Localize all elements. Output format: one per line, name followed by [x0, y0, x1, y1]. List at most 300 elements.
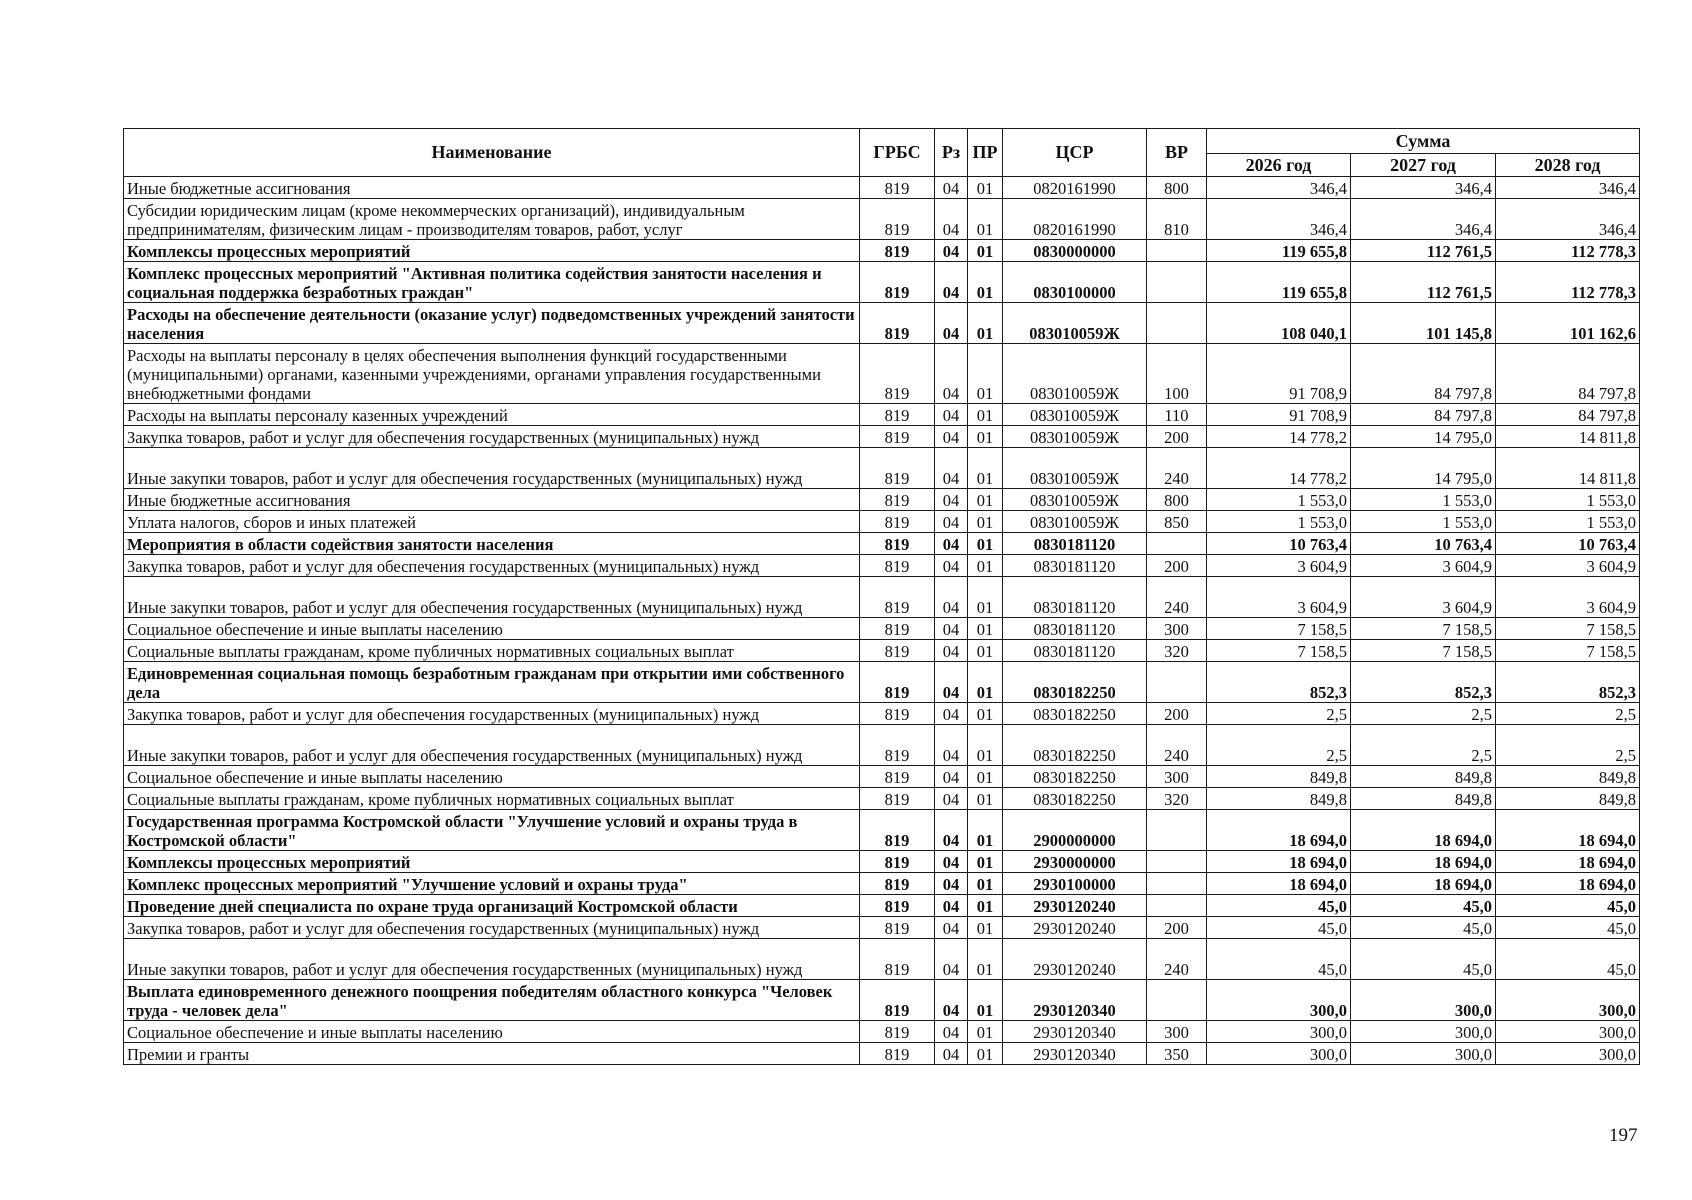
- cell-sum-2026: 18 694,0: [1207, 851, 1351, 873]
- table-row: [124, 1021, 1640, 1043]
- cell-name: Мероприятия в области содействия занятости населения: [124, 533, 860, 555]
- cell-sum-2026: 91 708,9: [1207, 344, 1351, 404]
- cell-sum-2026: 10 763,4: [1207, 533, 1351, 555]
- cell-grbs: 819: [860, 240, 935, 262]
- table-row: [124, 895, 1640, 917]
- cell-name: Иные закупки товаров, работ и услуг для обеспечения государственных (муниципальных) нужд: [124, 939, 860, 980]
- cell-sum-2028: 45,0: [1496, 895, 1640, 917]
- cell-sum-2028: 2,5: [1496, 725, 1640, 766]
- cell-rz: 04: [935, 980, 968, 1021]
- cell-pr: 01: [968, 555, 1003, 577]
- table-row: [124, 240, 1640, 262]
- cell-vr: 100: [1147, 344, 1207, 404]
- cell-grbs: 819: [860, 703, 935, 725]
- cell-vr: [1147, 303, 1207, 344]
- cell-vr: 350: [1147, 1043, 1207, 1065]
- cell-pr: 01: [968, 426, 1003, 448]
- cell-vr: [1147, 851, 1207, 873]
- cell-csr: 2930120340: [1003, 980, 1147, 1021]
- cell-pr: 01: [968, 577, 1003, 618]
- cell-vr: 850: [1147, 511, 1207, 533]
- cell-csr: 2930120340: [1003, 1021, 1147, 1043]
- table-row: [124, 873, 1640, 895]
- cell-grbs: 819: [860, 533, 935, 555]
- cell-sum-2028: 300,0: [1496, 1043, 1640, 1065]
- cell-sum-2028: 1 553,0: [1496, 489, 1640, 511]
- cell-grbs: 819: [860, 177, 935, 199]
- cell-sum-2027: 18 694,0: [1351, 851, 1496, 873]
- cell-sum-2028: 3 604,9: [1496, 577, 1640, 618]
- cell-sum-2027: 7 158,5: [1351, 640, 1496, 662]
- table-row: [124, 555, 1640, 577]
- cell-rz: 04: [935, 511, 968, 533]
- cell-name: Иные бюджетные ассигнования: [124, 177, 860, 199]
- cell-grbs: 819: [860, 303, 935, 344]
- cell-sum-2027: 45,0: [1351, 895, 1496, 917]
- cell-grbs: 819: [860, 917, 935, 939]
- cell-pr: 01: [968, 873, 1003, 895]
- table-row: [124, 199, 1640, 240]
- cell-sum-2026: 3 604,9: [1207, 577, 1351, 618]
- table-row: [124, 725, 1640, 766]
- cell-rz: 04: [935, 240, 968, 262]
- cell-name: Социальные выплаты гражданам, кроме публичных нормативных социальных выплат: [124, 640, 860, 662]
- cell-pr: 01: [968, 703, 1003, 725]
- cell-name: Социальные выплаты гражданам, кроме публичных нормативных социальных выплат: [124, 788, 860, 810]
- cell-sum-2027: 18 694,0: [1351, 810, 1496, 851]
- budget-table: [123, 128, 1640, 1065]
- cell-grbs: 819: [860, 489, 935, 511]
- cell-csr: 0830181120: [1003, 618, 1147, 640]
- table-row: [124, 511, 1640, 533]
- cell-csr: 083010059Ж: [1003, 489, 1147, 511]
- cell-name: Комплексы процессных мероприятий: [124, 240, 860, 262]
- cell-pr: 01: [968, 640, 1003, 662]
- cell-pr: 01: [968, 303, 1003, 344]
- cell-vr: [1147, 980, 1207, 1021]
- cell-name: Закупка товаров, работ и услуг для обеспечения государственных (муниципальных) нужд: [124, 426, 860, 448]
- cell-sum-2026: 7 158,5: [1207, 618, 1351, 640]
- cell-rz: 04: [935, 448, 968, 489]
- cell-sum-2028: 3 604,9: [1496, 555, 1640, 577]
- cell-pr: 01: [968, 511, 1003, 533]
- cell-csr: 0830182250: [1003, 725, 1147, 766]
- cell-sum-2026: 18 694,0: [1207, 873, 1351, 895]
- col-header-grbs: ГРБС: [860, 129, 935, 177]
- cell-pr: 01: [968, 939, 1003, 980]
- cell-rz: 04: [935, 303, 968, 344]
- col-header-sum: Сумма: [1207, 129, 1640, 154]
- table-row: [124, 788, 1640, 810]
- cell-rz: 04: [935, 404, 968, 426]
- table-row: [124, 703, 1640, 725]
- cell-sum-2028: 112 778,3: [1496, 240, 1640, 262]
- cell-sum-2027: 852,3: [1351, 662, 1496, 703]
- cell-rz: 04: [935, 788, 968, 810]
- cell-name: Иные закупки товаров, работ и услуг для обеспечения государственных (муниципальных) нужд: [124, 725, 860, 766]
- table-row: [124, 662, 1640, 703]
- cell-rz: 04: [935, 489, 968, 511]
- cell-rz: 04: [935, 873, 968, 895]
- cell-sum-2028: 45,0: [1496, 939, 1640, 980]
- cell-vr: 200: [1147, 703, 1207, 725]
- cell-pr: 01: [968, 725, 1003, 766]
- cell-vr: 200: [1147, 426, 1207, 448]
- cell-grbs: 819: [860, 873, 935, 895]
- cell-csr: 083010059Ж: [1003, 426, 1147, 448]
- cell-sum-2027: 346,4: [1351, 177, 1496, 199]
- cell-grbs: 819: [860, 555, 935, 577]
- cell-rz: 04: [935, 1021, 968, 1043]
- cell-sum-2026: 849,8: [1207, 766, 1351, 788]
- cell-rz: 04: [935, 662, 968, 703]
- cell-pr: 01: [968, 262, 1003, 303]
- cell-grbs: 819: [860, 766, 935, 788]
- cell-sum-2027: 3 604,9: [1351, 577, 1496, 618]
- cell-csr: 083010059Ж: [1003, 448, 1147, 489]
- cell-sum-2027: 14 795,0: [1351, 448, 1496, 489]
- cell-grbs: 819: [860, 640, 935, 662]
- cell-sum-2026: 300,0: [1207, 1021, 1351, 1043]
- cell-csr: 2930100000: [1003, 873, 1147, 895]
- cell-pr: 01: [968, 917, 1003, 939]
- cell-rz: 04: [935, 917, 968, 939]
- cell-rz: 04: [935, 703, 968, 725]
- cell-csr: 2900000000: [1003, 810, 1147, 851]
- col-header-csr: ЦСР: [1003, 129, 1147, 177]
- col-header-year-2028: 2028 год: [1496, 154, 1640, 177]
- cell-sum-2027: 3 604,9: [1351, 555, 1496, 577]
- cell-sum-2026: 119 655,8: [1207, 240, 1351, 262]
- cell-sum-2026: 14 778,2: [1207, 448, 1351, 489]
- cell-sum-2026: 45,0: [1207, 939, 1351, 980]
- table-row: [124, 426, 1640, 448]
- cell-vr: 320: [1147, 788, 1207, 810]
- cell-name: Социальное обеспечение и иные выплаты населению: [124, 618, 860, 640]
- cell-grbs: 819: [860, 1021, 935, 1043]
- cell-pr: 01: [968, 851, 1003, 873]
- cell-grbs: 819: [860, 511, 935, 533]
- table-row: [124, 618, 1640, 640]
- cell-sum-2028: 84 797,8: [1496, 404, 1640, 426]
- cell-csr: 0830181120: [1003, 577, 1147, 618]
- cell-grbs: 819: [860, 810, 935, 851]
- cell-vr: 240: [1147, 939, 1207, 980]
- cell-grbs: 819: [860, 199, 935, 240]
- cell-vr: [1147, 662, 1207, 703]
- cell-vr: [1147, 240, 1207, 262]
- cell-vr: 200: [1147, 917, 1207, 939]
- cell-name: Расходы на обеспечение деятельности (оказание услуг) подведомственных учреждений занятости населения: [124, 303, 860, 344]
- cell-sum-2028: 2,5: [1496, 703, 1640, 725]
- cell-vr: 800: [1147, 489, 1207, 511]
- cell-sum-2026: 2,5: [1207, 703, 1351, 725]
- cell-name: Комплекс процессных мероприятий "Активная политика содействия занятости населения и социальная поддержка безработных граждан": [124, 262, 860, 303]
- cell-grbs: 819: [860, 851, 935, 873]
- col-header-vr: ВР: [1147, 129, 1207, 177]
- cell-sum-2027: 112 761,5: [1351, 240, 1496, 262]
- cell-pr: 01: [968, 980, 1003, 1021]
- cell-csr: 0820161990: [1003, 177, 1147, 199]
- cell-pr: 01: [968, 177, 1003, 199]
- table-row: [124, 917, 1640, 939]
- cell-csr: 2930120240: [1003, 939, 1147, 980]
- cell-grbs: 819: [860, 404, 935, 426]
- cell-sum-2027: 300,0: [1351, 980, 1496, 1021]
- cell-grbs: 819: [860, 1043, 935, 1065]
- cell-sum-2027: 1 553,0: [1351, 511, 1496, 533]
- cell-sum-2028: 849,8: [1496, 766, 1640, 788]
- cell-vr: 320: [1147, 640, 1207, 662]
- cell-vr: [1147, 895, 1207, 917]
- cell-name: Иные закупки товаров, работ и услуг для обеспечения государственных (муниципальных) нужд: [124, 448, 860, 489]
- cell-sum-2027: 2,5: [1351, 703, 1496, 725]
- cell-csr: 0830181120: [1003, 640, 1147, 662]
- cell-grbs: 819: [860, 262, 935, 303]
- cell-sum-2026: 3 604,9: [1207, 555, 1351, 577]
- cell-vr: [1147, 262, 1207, 303]
- cell-csr: 0830182250: [1003, 766, 1147, 788]
- cell-rz: 04: [935, 344, 968, 404]
- cell-sum-2027: 849,8: [1351, 788, 1496, 810]
- cell-vr: [1147, 533, 1207, 555]
- cell-sum-2026: 108 040,1: [1207, 303, 1351, 344]
- cell-pr: 01: [968, 344, 1003, 404]
- cell-csr: 2930120240: [1003, 917, 1147, 939]
- cell-sum-2028: 346,4: [1496, 177, 1640, 199]
- table-row: [124, 303, 1640, 344]
- cell-name: Иные бюджетные ассигнования: [124, 489, 860, 511]
- cell-vr: 300: [1147, 1021, 1207, 1043]
- cell-pr: 01: [968, 533, 1003, 555]
- cell-vr: 240: [1147, 725, 1207, 766]
- cell-csr: 0830182250: [1003, 662, 1147, 703]
- cell-sum-2027: 2,5: [1351, 725, 1496, 766]
- cell-vr: 300: [1147, 618, 1207, 640]
- cell-pr: 01: [968, 788, 1003, 810]
- cell-sum-2026: 119 655,8: [1207, 262, 1351, 303]
- cell-sum-2028: 1 553,0: [1496, 511, 1640, 533]
- cell-pr: 01: [968, 240, 1003, 262]
- cell-sum-2028: 346,4: [1496, 199, 1640, 240]
- cell-sum-2026: 346,4: [1207, 199, 1351, 240]
- cell-sum-2028: 10 763,4: [1496, 533, 1640, 555]
- cell-pr: 01: [968, 662, 1003, 703]
- cell-sum-2027: 300,0: [1351, 1043, 1496, 1065]
- cell-sum-2028: 852,3: [1496, 662, 1640, 703]
- cell-pr: 01: [968, 199, 1003, 240]
- cell-sum-2026: 45,0: [1207, 917, 1351, 939]
- cell-sum-2026: 7 158,5: [1207, 640, 1351, 662]
- cell-grbs: 819: [860, 980, 935, 1021]
- cell-grbs: 819: [860, 895, 935, 917]
- cell-sum-2026: 14 778,2: [1207, 426, 1351, 448]
- cell-name: Единовременная социальная помощь безработным гражданам при открытии ими собственного дела: [124, 662, 860, 703]
- cell-sum-2028: 849,8: [1496, 788, 1640, 810]
- table-row: [124, 448, 1640, 489]
- cell-sum-2027: 84 797,8: [1351, 344, 1496, 404]
- cell-sum-2027: 45,0: [1351, 917, 1496, 939]
- cell-pr: 01: [968, 448, 1003, 489]
- cell-sum-2028: 18 694,0: [1496, 810, 1640, 851]
- cell-sum-2028: 14 811,8: [1496, 448, 1640, 489]
- cell-vr: [1147, 873, 1207, 895]
- cell-vr: [1147, 810, 1207, 851]
- cell-sum-2028: 84 797,8: [1496, 344, 1640, 404]
- cell-sum-2027: 112 761,5: [1351, 262, 1496, 303]
- cell-name: Расходы на выплаты персоналу казенных учреждений: [124, 404, 860, 426]
- cell-sum-2028: 300,0: [1496, 980, 1640, 1021]
- cell-sum-2026: 300,0: [1207, 980, 1351, 1021]
- cell-rz: 04: [935, 555, 968, 577]
- cell-sum-2026: 300,0: [1207, 1043, 1351, 1065]
- col-header-year-2027: 2027 год: [1351, 154, 1496, 177]
- cell-vr: 110: [1147, 404, 1207, 426]
- table-row: [124, 262, 1640, 303]
- cell-csr: 083010059Ж: [1003, 511, 1147, 533]
- col-header-rz: Рз: [935, 129, 968, 177]
- table-row: [124, 640, 1640, 662]
- cell-sum-2028: 300,0: [1496, 1021, 1640, 1043]
- cell-sum-2028: 7 158,5: [1496, 618, 1640, 640]
- cell-sum-2026: 1 553,0: [1207, 511, 1351, 533]
- cell-pr: 01: [968, 895, 1003, 917]
- cell-pr: 01: [968, 489, 1003, 511]
- cell-vr: 800: [1147, 177, 1207, 199]
- cell-csr: 2930120340: [1003, 1043, 1147, 1065]
- cell-csr: 2930120240: [1003, 895, 1147, 917]
- cell-sum-2027: 346,4: [1351, 199, 1496, 240]
- cell-csr: 0830181120: [1003, 555, 1147, 577]
- cell-rz: 04: [935, 766, 968, 788]
- cell-sum-2027: 300,0: [1351, 1021, 1496, 1043]
- cell-pr: 01: [968, 766, 1003, 788]
- cell-grbs: 819: [860, 618, 935, 640]
- cell-sum-2028: 7 158,5: [1496, 640, 1640, 662]
- cell-sum-2027: 849,8: [1351, 766, 1496, 788]
- table-row: [124, 939, 1640, 980]
- cell-name: Государственная программа Костромской области "Улучшение условий и охраны труда в Костромской области": [124, 810, 860, 851]
- cell-name: Социальное обеспечение и иные выплаты населению: [124, 1021, 860, 1043]
- cell-rz: 04: [935, 1043, 968, 1065]
- table-row: [124, 1043, 1640, 1065]
- table-row: [124, 533, 1640, 555]
- cell-sum-2028: 18 694,0: [1496, 873, 1640, 895]
- cell-vr: 810: [1147, 199, 1207, 240]
- cell-csr: 083010059Ж: [1003, 344, 1147, 404]
- cell-sum-2028: 14 811,8: [1496, 426, 1640, 448]
- cell-csr: 0820161990: [1003, 199, 1147, 240]
- cell-grbs: 819: [860, 344, 935, 404]
- cell-sum-2027: 7 158,5: [1351, 618, 1496, 640]
- cell-sum-2027: 18 694,0: [1351, 873, 1496, 895]
- cell-sum-2027: 1 553,0: [1351, 489, 1496, 511]
- cell-rz: 04: [935, 533, 968, 555]
- cell-grbs: 819: [860, 725, 935, 766]
- cell-rz: 04: [935, 199, 968, 240]
- cell-sum-2027: 84 797,8: [1351, 404, 1496, 426]
- cell-name: Закупка товаров, работ и услуг для обеспечения государственных (муниципальных) нужд: [124, 703, 860, 725]
- cell-pr: 01: [968, 404, 1003, 426]
- cell-csr: 083010059Ж: [1003, 303, 1147, 344]
- cell-name: Субсидии юридическим лицам (кроме некоммерческих организаций), индивидуальным предпринимателям, физическим лицам - производителям товаров, работ, услуг: [124, 199, 860, 240]
- cell-rz: 04: [935, 177, 968, 199]
- table-header: [124, 129, 1640, 177]
- cell-grbs: 819: [860, 577, 935, 618]
- cell-grbs: 819: [860, 939, 935, 980]
- cell-grbs: 819: [860, 426, 935, 448]
- cell-sum-2026: 1 553,0: [1207, 489, 1351, 511]
- cell-rz: 04: [935, 939, 968, 980]
- cell-csr: 0830182250: [1003, 788, 1147, 810]
- cell-rz: 04: [935, 618, 968, 640]
- cell-csr: 0830000000: [1003, 240, 1147, 262]
- table-row: [124, 577, 1640, 618]
- cell-name: Комплекс процессных мероприятий "Улучшение условий и охраны труда": [124, 873, 860, 895]
- cell-rz: 04: [935, 810, 968, 851]
- cell-vr: 200: [1147, 555, 1207, 577]
- cell-sum-2026: 2,5: [1207, 725, 1351, 766]
- table-row: [124, 980, 1640, 1021]
- table-row: [124, 344, 1640, 404]
- cell-rz: 04: [935, 577, 968, 618]
- cell-sum-2028: 45,0: [1496, 917, 1640, 939]
- cell-pr: 01: [968, 810, 1003, 851]
- cell-name: Социальное обеспечение и иные выплаты населению: [124, 766, 860, 788]
- cell-sum-2026: 91 708,9: [1207, 404, 1351, 426]
- cell-name: Комплексы процессных мероприятий: [124, 851, 860, 873]
- cell-name: Расходы на выплаты персоналу в целях обеспечения выполнения функций государственными (муниципальными) органами, казенными учреждениями, органами управления государственными внебюджетными фондами: [124, 344, 860, 404]
- cell-sum-2027: 101 145,8: [1351, 303, 1496, 344]
- table-row: [124, 766, 1640, 788]
- cell-grbs: 819: [860, 662, 935, 703]
- cell-sum-2026: 849,8: [1207, 788, 1351, 810]
- cell-pr: 01: [968, 1021, 1003, 1043]
- cell-vr: 240: [1147, 448, 1207, 489]
- cell-vr: 240: [1147, 577, 1207, 618]
- cell-pr: 01: [968, 1043, 1003, 1065]
- cell-sum-2026: 45,0: [1207, 895, 1351, 917]
- cell-csr: 2930000000: [1003, 851, 1147, 873]
- cell-sum-2026: 346,4: [1207, 177, 1351, 199]
- cell-name: Премии и гранты: [124, 1043, 860, 1065]
- col-header-pr: ПР: [968, 129, 1003, 177]
- table-row: [124, 851, 1640, 873]
- cell-rz: 04: [935, 426, 968, 448]
- cell-rz: 04: [935, 895, 968, 917]
- cell-sum-2028: 101 162,6: [1496, 303, 1640, 344]
- cell-sum-2028: 112 778,3: [1496, 262, 1640, 303]
- cell-sum-2027: 45,0: [1351, 939, 1496, 980]
- cell-csr: 0830181120: [1003, 533, 1147, 555]
- cell-sum-2027: 14 795,0: [1351, 426, 1496, 448]
- cell-name: Закупка товаров, работ и услуг для обеспечения государственных (муниципальных) нужд: [124, 555, 860, 577]
- cell-rz: 04: [935, 640, 968, 662]
- table-row: [124, 489, 1640, 511]
- col-header-year-2026: 2026 год: [1207, 154, 1351, 177]
- cell-rz: 04: [935, 725, 968, 766]
- table-body: [124, 177, 1640, 1065]
- cell-name: Выплата единовременного денежного поощрения победителям областного конкурса "Человек труда - человек дела": [124, 980, 860, 1021]
- cell-sum-2028: 18 694,0: [1496, 851, 1640, 873]
- cell-sum-2026: 18 694,0: [1207, 810, 1351, 851]
- cell-grbs: 819: [860, 788, 935, 810]
- table-row: [124, 810, 1640, 851]
- cell-pr: 01: [968, 618, 1003, 640]
- cell-csr: 0830100000: [1003, 262, 1147, 303]
- cell-csr: 083010059Ж: [1003, 404, 1147, 426]
- col-header-name: Наименование: [124, 129, 860, 177]
